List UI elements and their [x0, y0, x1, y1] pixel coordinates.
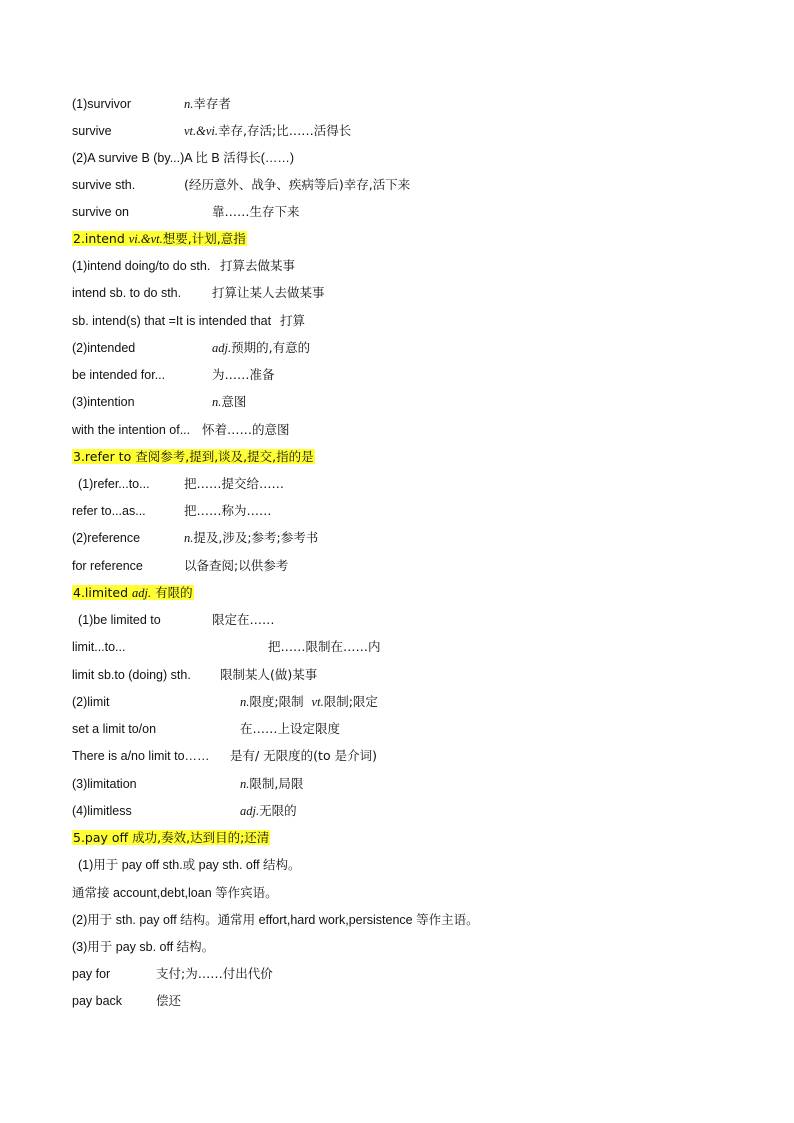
definition: (经历意外、战争、疾病等后)幸存,活下来 [184, 177, 411, 192]
definition: 打算去做某事 [220, 258, 296, 273]
definition: 限度;限制 [249, 694, 304, 709]
heading-limited [72, 583, 194, 603]
definition: 无限的 [259, 803, 297, 818]
definition: 限制,局限 [249, 776, 304, 791]
part-of-speech-2: vt. [311, 695, 324, 709]
term: (3)limitation [72, 777, 137, 791]
definition: 为……准备 [212, 367, 275, 382]
definition: 限定在…… [212, 612, 275, 627]
term: set a limit to/on [72, 722, 157, 736]
definition: 把……限制在……内 [268, 639, 381, 654]
part-of-speech: vi.&vt. [128, 232, 163, 246]
term: (2)reference [72, 531, 141, 545]
heading-definition: 有限的 [155, 585, 193, 600]
heading-definition: 想要,计划,意指 [162, 231, 246, 246]
term: (1)survivor [72, 97, 132, 111]
heading-word: 5.pay off [73, 830, 129, 845]
heading-word: 3.refer to [73, 449, 132, 464]
highlight [72, 231, 247, 246]
term: (4)limitless [72, 804, 132, 818]
highlight [72, 585, 194, 600]
definition: 幸存者 [193, 96, 231, 111]
highlight [72, 830, 270, 845]
part-of-speech: vt.&vi. [184, 124, 219, 138]
term: be intended for... [72, 368, 166, 382]
term: (1)be limited to [78, 613, 161, 627]
heading-definition: 查阅参考,提到,谈及,提交,指的是 [135, 449, 314, 464]
term: refer to...as... [72, 504, 146, 518]
heading-word: 2.intend [73, 231, 129, 246]
definition: 打算让某人去做某事 [212, 285, 325, 300]
heading-refer-to [72, 447, 315, 467]
term: survive sth. [72, 178, 136, 192]
term: (2)A survive B (by...)A 比 B 活得长(……) [72, 151, 295, 165]
term: pay back [72, 994, 123, 1008]
heading-definition: 成功,奏效,达到目的;还清 [132, 830, 270, 845]
definition: 在……上设定限度 [240, 721, 341, 736]
term: with the intention of... [72, 423, 191, 437]
part-of-speech: adj. [240, 804, 260, 818]
term: (2)intended [72, 341, 136, 355]
heading-pay-off [72, 828, 270, 848]
definition: 幸存,存活;比……活得长 [218, 123, 352, 138]
term: (3)intention [72, 395, 135, 409]
definition: 靠……生存下来 [212, 204, 300, 219]
term: survive [72, 124, 112, 138]
highlight [72, 449, 315, 464]
definition: 提及,涉及;参考;参考书 [193, 530, 319, 545]
definition: 意图 [221, 394, 247, 409]
term: intend sb. to do sth. [72, 286, 182, 300]
part-of-speech: n. [184, 97, 194, 111]
term: (2)limit [72, 695, 110, 709]
term: There is a/no limit to…… [72, 749, 210, 763]
term: for reference [72, 559, 143, 573]
term: 通常接 account,debt,loan 等作宾语。 [72, 886, 278, 900]
part-of-speech: adj. [212, 341, 232, 355]
term: pay for [72, 967, 111, 981]
definition: 支付;为……付出代价 [156, 966, 273, 981]
definition: 偿还 [156, 993, 182, 1008]
definition: 预期的,有意的 [231, 340, 311, 355]
heading-intend [72, 229, 247, 249]
term: (3)用于 pay sb. off 结构。 [72, 940, 215, 954]
part-of-speech: n. [240, 777, 250, 791]
term: survive on [72, 205, 129, 219]
term: (1)refer...to... [78, 477, 150, 491]
definition: 是有/ 无限度的(to 是介词) [230, 748, 377, 763]
definition: 打算 [280, 313, 306, 328]
part-of-speech: n. [184, 531, 194, 545]
part-of-speech: n. [212, 395, 222, 409]
definition: 怀着……的意图 [202, 422, 290, 437]
heading-word: 4.limited [73, 585, 133, 600]
definition-2: 限制;限定 [323, 694, 378, 709]
definition: 把……提交给…… [184, 476, 285, 491]
part-of-speech: n. [240, 695, 250, 709]
definition: 以备查阅;以供参考 [184, 558, 289, 573]
term: sb. intend(s) that =It is intended that [72, 314, 272, 328]
term: (2)用于 sth. pay off 结构。通常用 effort,hard work,persistence 等作主语。 [72, 913, 479, 927]
part-of-speech: adj. [132, 586, 152, 600]
term: (1)用于 pay off sth.或 pay sth. off 结构。 [78, 858, 301, 872]
definition: 把……称为…… [184, 503, 272, 518]
term: limit...to... [72, 640, 126, 654]
term: limit sb.to (doing) sth. [72, 668, 191, 682]
term: (1)intend doing/to do sth. [72, 259, 211, 273]
definition: 限制某人(做)某事 [220, 667, 318, 682]
